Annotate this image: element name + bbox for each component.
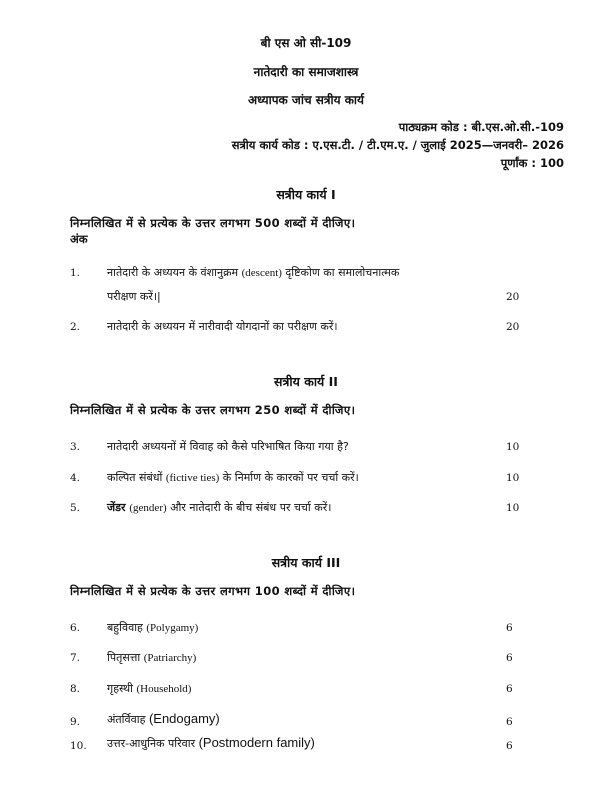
section-instruction: निम्नलिखित में से प्रत्येक के उत्तर लगभग 100 शब्दों में दीजिए। (70, 584, 356, 598)
question-number: 10. (70, 740, 87, 752)
section-title: सत्रीय कार्य III (271, 555, 341, 570)
question-marks: 10 (506, 502, 520, 514)
question-text: नातेदारी अध्ययनों में विवाह को कैसे परिभाषित किया गया है? (107, 440, 349, 453)
question-marks: 6 (506, 740, 513, 752)
section-instruction: निम्नलिखित में से प्रत्येक के उत्तर लगभग 500 शब्दों में दीजिए। (70, 216, 356, 230)
marks-heading: अंक (70, 232, 88, 246)
question-text: गृहस्थी (Household) (107, 682, 192, 695)
section-title: सत्रीय कार्य II (274, 374, 338, 389)
course-code-line: पाठ्यक्रम कोड : बी.एस.ओ.सी.-109 (398, 120, 564, 134)
question-text: उत्तर-आधुनिक परिवार (Postmodern family) (107, 735, 315, 750)
section-title: सत्रीय कार्य I (276, 187, 336, 202)
question-text-line2: परीक्षण करें।| (107, 290, 161, 303)
question-number: 9. (70, 716, 81, 728)
max-marks-line: पूर्णांक : 100 (500, 156, 564, 170)
assignment-code-line: सत्रीय कार्य कोड : ए.एस.टी. / टी.एम.ए. / जुलाई 2025—जनवरी– 2026 (231, 138, 564, 152)
question-marks: 10 (506, 472, 520, 484)
question-marks: 20 (506, 321, 520, 333)
section-instruction: निम्नलिखित में से प्रत्येक के उत्तर लगभग 250 शब्दों में दीजिए। (70, 403, 356, 417)
question-number: 8. (70, 683, 81, 695)
question-number: 4. (70, 472, 81, 484)
question-number: 2. (70, 321, 81, 333)
question-marks: 6 (506, 622, 513, 634)
question-marks: 6 (506, 683, 513, 695)
question-marks: 6 (506, 716, 513, 728)
question-text: जेंडर (gender) और नातेदारी के बीच संबंध पर चर्चा करें। (107, 501, 332, 514)
document-title: अध्यापक जांच सत्रीय कार्य (247, 93, 365, 107)
question-text: नातेदारी के अध्ययन के वंशानुक्रम (descent) दृष्टिकोण का समालोचनात्मक (107, 266, 400, 279)
question-marks: 6 (506, 652, 513, 664)
question-text: बहुविवाह (Polygamy) (107, 621, 199, 634)
question-text: नातेदारी के अध्ययन में नारीवादी योगदानों का परीक्षण करें। (107, 320, 338, 333)
question-text: अंतर्विवाह (Endogamy) (107, 711, 220, 726)
question-marks: 10 (506, 441, 520, 453)
question-marks: 20 (506, 291, 520, 303)
question-text: कल्पित संबंधों (fictive ties) के निर्माण के कारकों पर चर्चा करें। (107, 471, 359, 484)
course-code: बी एस ओ सी-109 (260, 36, 352, 50)
question-number: 6. (70, 622, 81, 634)
question-text: पितृसत्ता (Patriarchy) (107, 651, 197, 664)
question-number: 7. (70, 652, 81, 664)
course-title: नातेदारी का समाजशास्त्र (253, 65, 359, 79)
question-number: 5. (70, 502, 81, 514)
question-number: 3. (70, 441, 81, 453)
question-number: 1. (70, 267, 81, 279)
